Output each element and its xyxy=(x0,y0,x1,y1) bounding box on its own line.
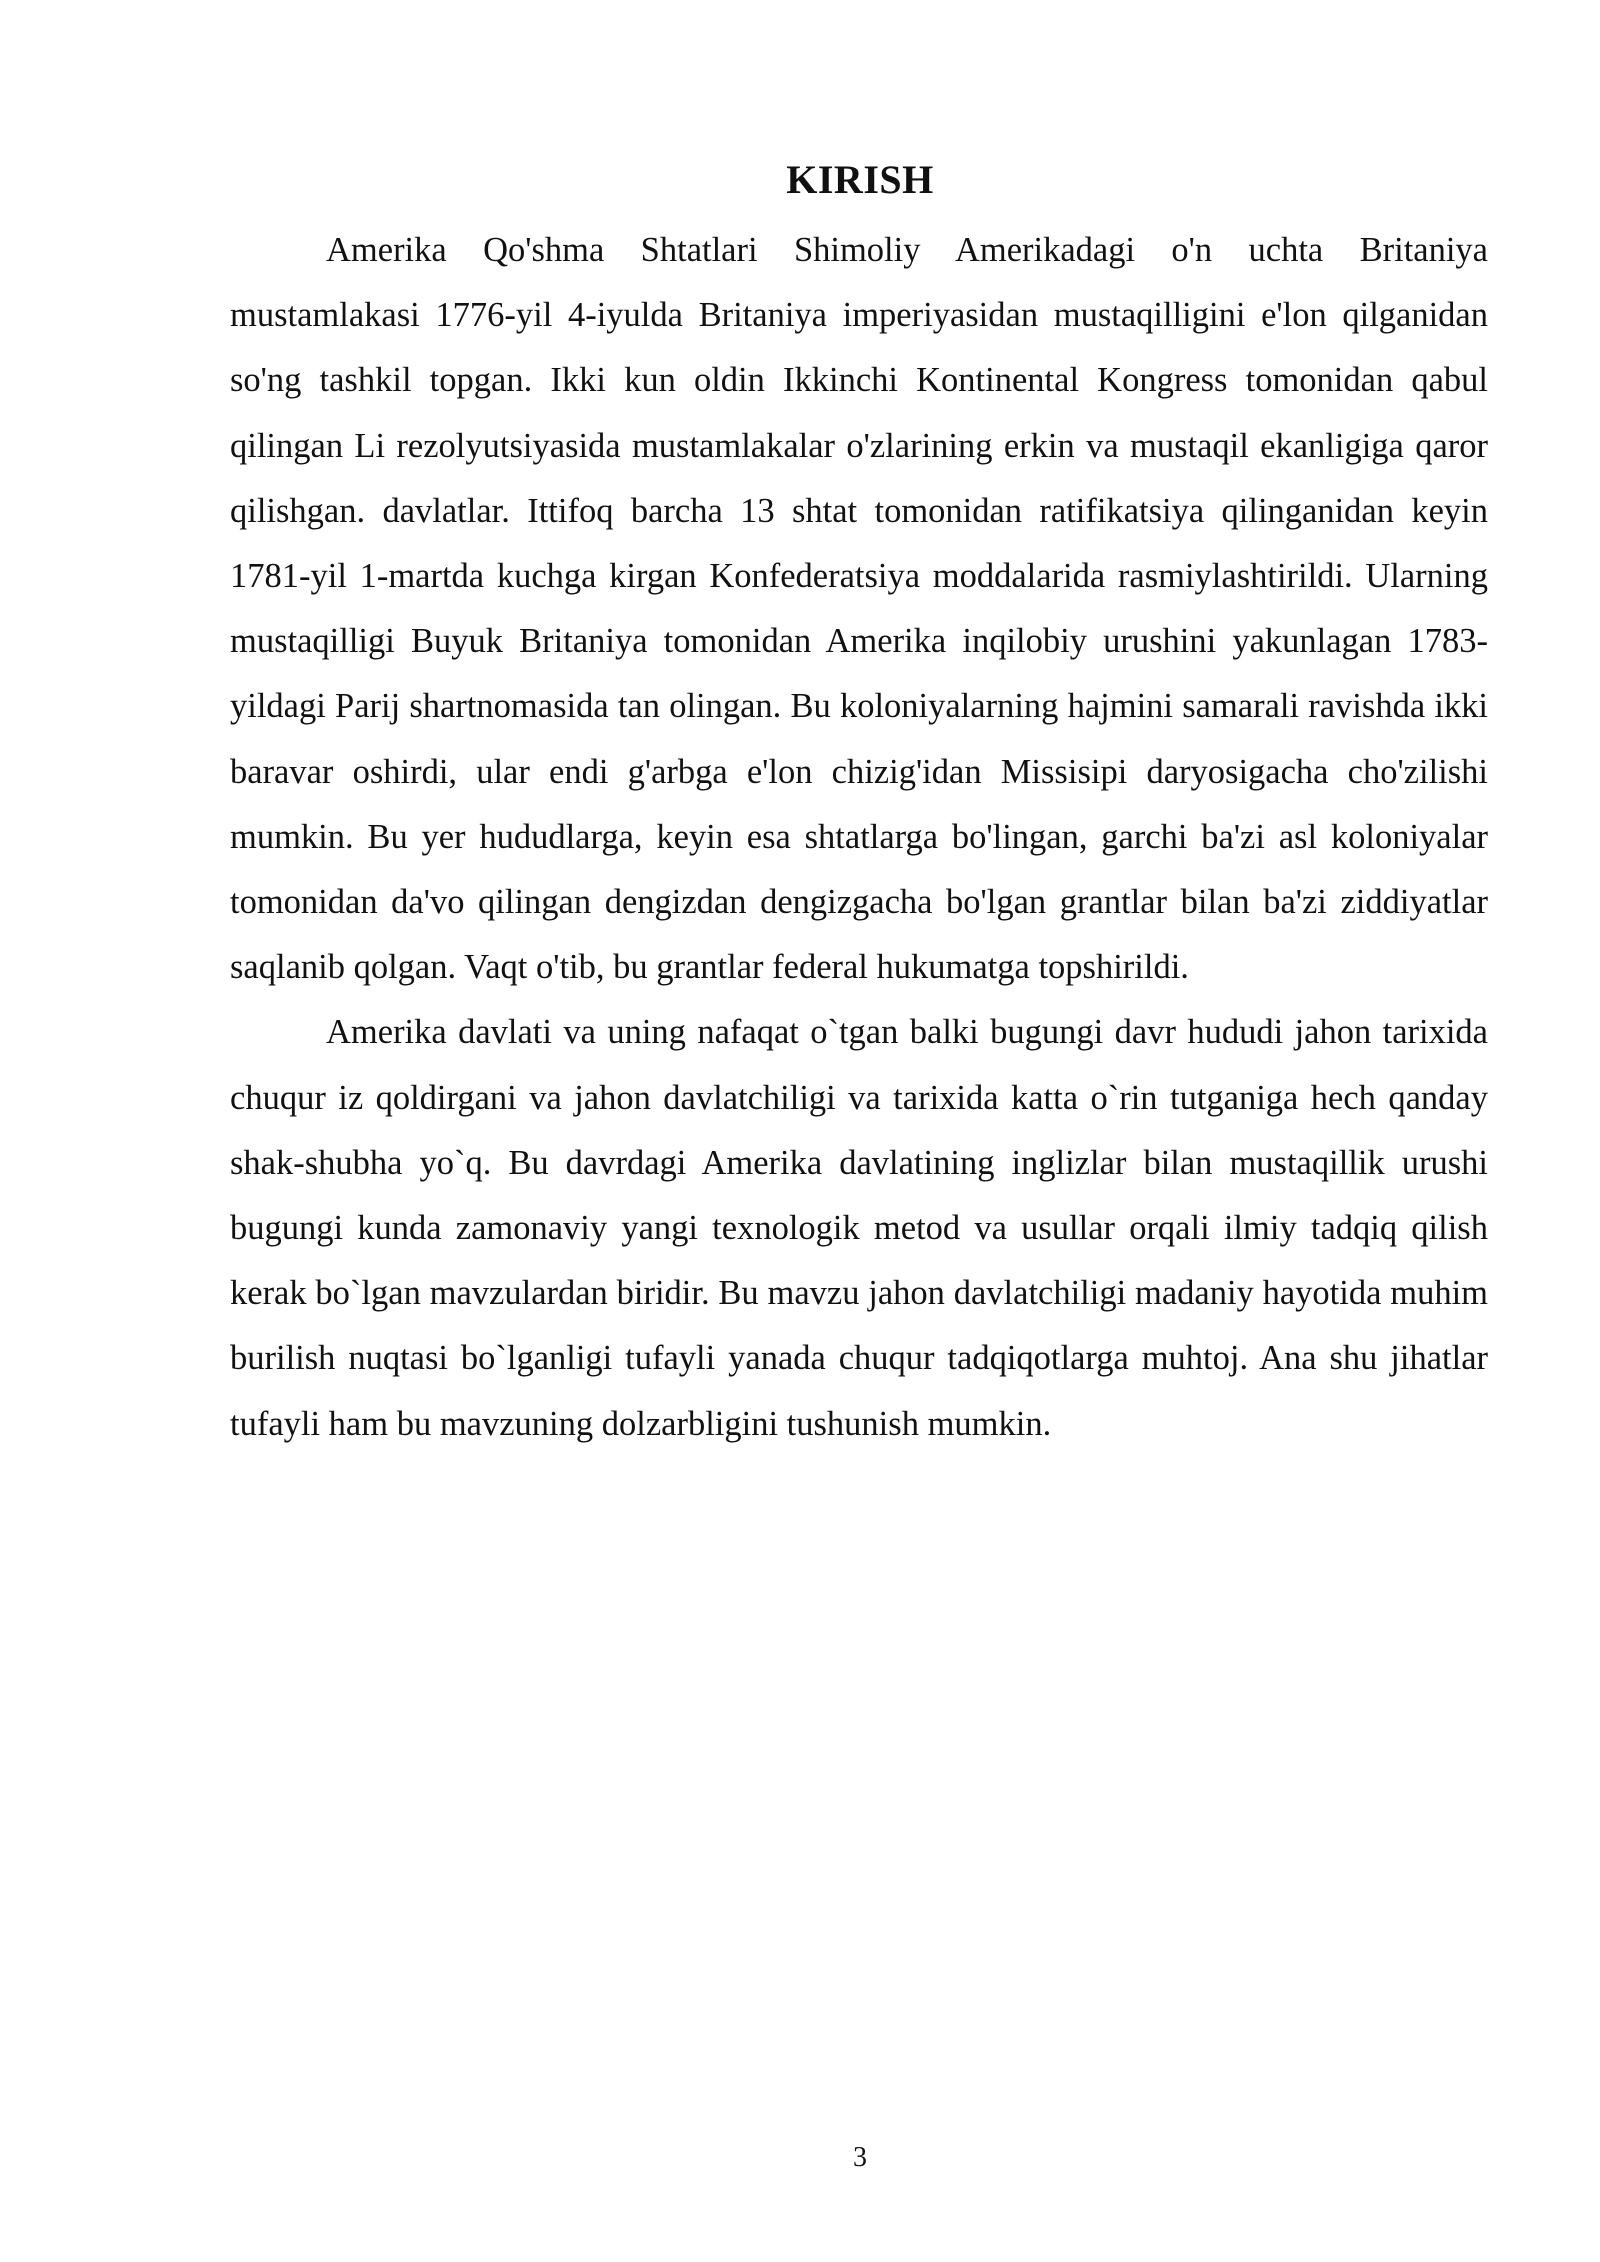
body-text xyxy=(230,218,1488,1457)
paragraph-1: Amerika Qo'shma Shtatlari Shimoliy Amerikadagi o'n uchta Britaniya mustamlakasi 1776-yil 4-iyulda Britaniya imperiyasidan mustaqilligini e'lon qilganidan so'ng tashkil topgan. Ikki kun oldin Ikkinchi Kontinental Kongress tomonidan qabul qilingan Li rezolyutsiyasida mustamlakalar o'zlarining erkin va mustaqil ekanligiga qaror qilishgan. davlatlar. Ittifoq barcha 13 shtat tomonidan ratifikatsiya qilinganidan keyin 1781-yil 1-martda kuchga kirgan Konfederatsiya moddalarida rasmiylashtirildi. Ularning mustaqilligi Buyuk Britaniya tomonidan Amerika inqilobiy urushini yakunlagan 1783-yildagi Parij shartnomasida tan olingan. Bu koloniyalarning hajmini samarali ravishda ikki baravar oshirdi, ular endi g'arbga e'lon chizig'idan Missisipi daryosigacha cho'zilishi mumkin. Bu yer hududlarga, keyin esa shtatlarga bo'lingan, garchi ba'zi asl koloniyalar tomonidan da'vo qilingan dengizdan dengizgacha bo'lgan grantlar bilan ba'zi ziddiyatlar saqlanib qolgan. Vaqt o'tib, bu grantlar federal hukumatga topshirildi. xyxy=(230,231,1488,987)
page-number: 3 xyxy=(853,2142,867,2173)
section-heading: KIRISH xyxy=(786,157,934,202)
paragraph-2: Amerika davlati va uning nafaqat o`tgan balki bugungi davr hududi jahon tarixida chuqur iz qoldirgani va jahon davlatchiligi va tarixida katta o`rin tutganiga hech qanday shak-shubha yo`q. Bu davrdagi Amerika davlatining inglizlar bilan mustaqillik urushi bugungi kunda zamonaviy yangi texnologik metod va usullar orqali ilmiy tadqiq qilish kerak bo`lgan mavzulardan biridir. Bu mavzu jahon davlatchiligi madaniy hayotida muhim burilish nuqtasi bo`lganligi tufayli yanada chuqur tadqiqotlarga muhtoj. Ana shu jihatlar tufayli ham bu mavzuning dolzarbligini tushunish mumkin. xyxy=(230,1013,1488,1443)
